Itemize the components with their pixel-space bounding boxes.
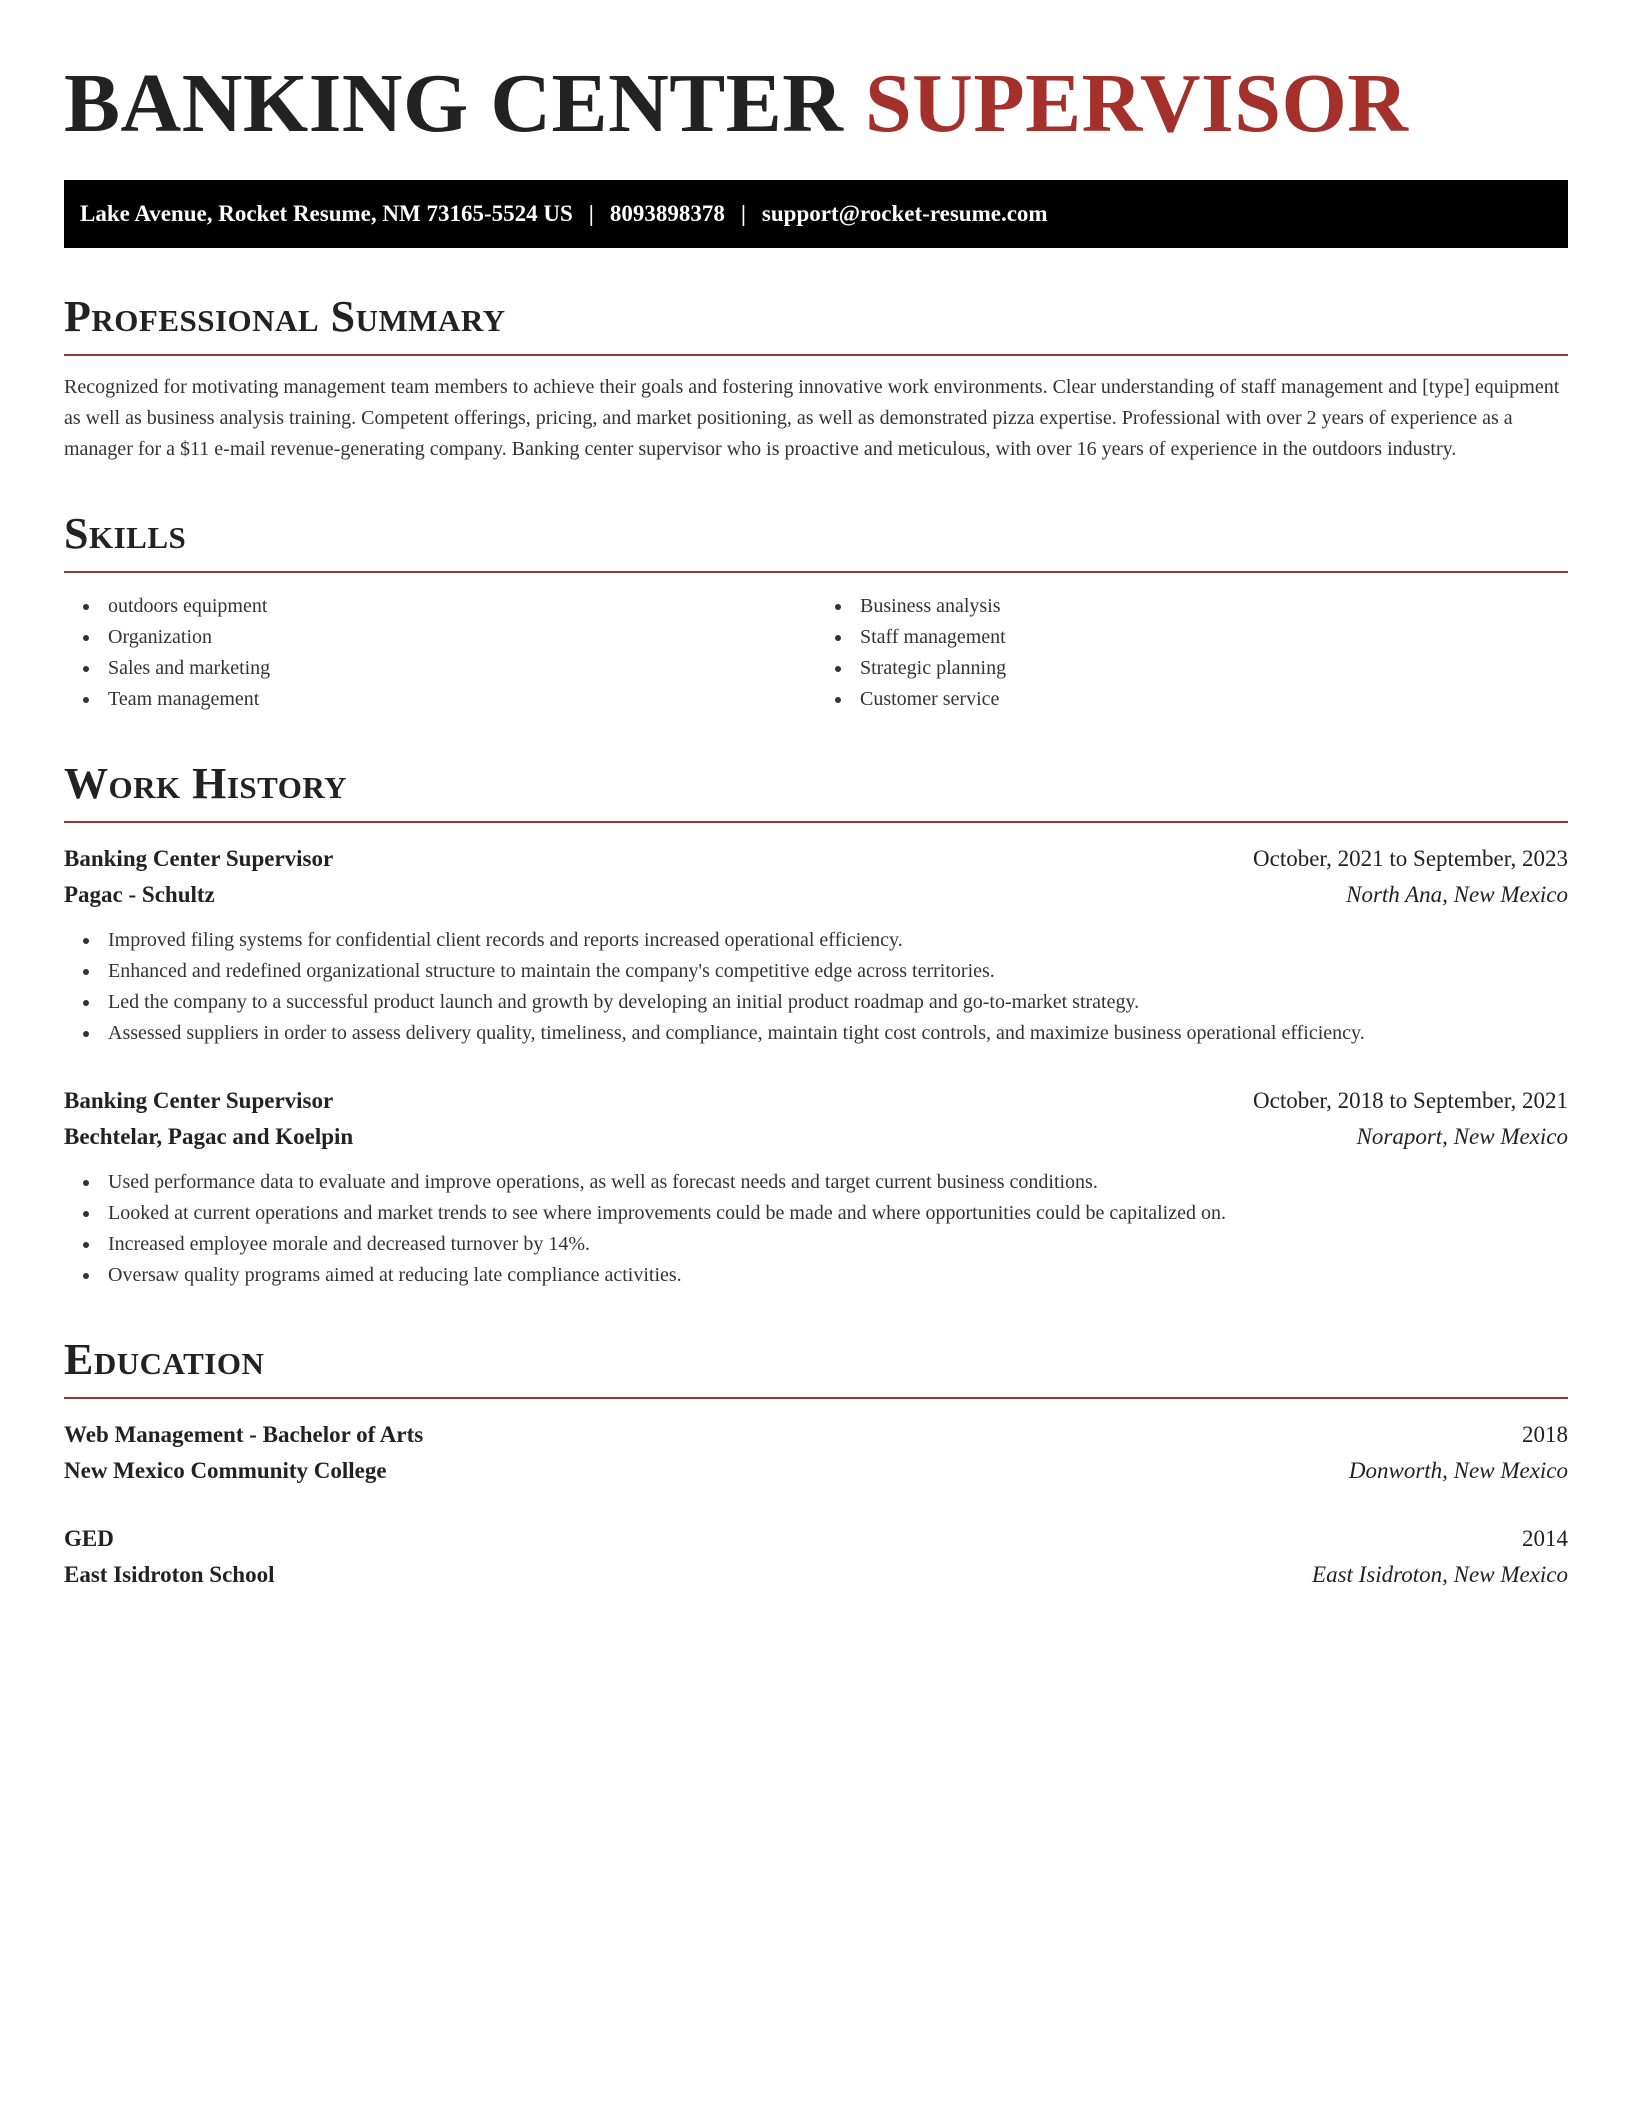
- skill-item: Business analysis: [860, 591, 1568, 622]
- section-divider: [64, 354, 1568, 356]
- job-dates: October, 2018 to September, 2021: [1253, 1088, 1568, 1113]
- education-school-row: [64, 1453, 1568, 1489]
- skill-item: Customer service: [860, 684, 1568, 715]
- contact-bar: [64, 180, 1568, 248]
- job-bullets: [64, 925, 1568, 1049]
- education-school: New Mexico Community College: [64, 1458, 387, 1483]
- skill-item: outdoors equipment: [108, 591, 816, 622]
- job-bullet: Assessed suppliers in order to assess delivery quality, timeliness, and compliance, maintain tight cost controls, and maximize business operational efficiency.: [108, 1018, 1568, 1049]
- education-header-row: [64, 1417, 1568, 1453]
- skills-list-left: [64, 591, 816, 715]
- education-year: 2014: [1522, 1526, 1568, 1551]
- job-location: North Ana, New Mexico: [1346, 882, 1568, 907]
- skills-columns: [64, 591, 1568, 715]
- work-history-section: [64, 759, 1568, 1291]
- job-bullet: Looked at current operations and market trends to see where improvements could be made and where opportunities could be capitalized on.: [108, 1198, 1568, 1229]
- job-bullets: [64, 1167, 1568, 1291]
- job-company: Bechtelar, Pagac and Koelpin: [64, 1124, 354, 1149]
- job-bullet: Used performance data to evaluate and improve operations, as well as forecast needs and target current business conditions.: [108, 1167, 1568, 1198]
- job-bullet: Increased employee morale and decreased turnover by 14%.: [108, 1229, 1568, 1260]
- skill-item: Sales and marketing: [108, 653, 816, 684]
- education-location: East Isidroton, New Mexico: [1312, 1562, 1568, 1587]
- skill-item: Strategic planning: [860, 653, 1568, 684]
- skill-item: Team management: [108, 684, 816, 715]
- job-dates: October, 2021 to September, 2023: [1253, 846, 1568, 871]
- contact-separator: |: [740, 201, 746, 226]
- education-school-row: [64, 1557, 1568, 1593]
- section-title-education: Education: [64, 1335, 265, 1384]
- job-location: Noraport, New Mexico: [1356, 1124, 1568, 1149]
- skill-item: Staff management: [860, 622, 1568, 653]
- name-part-1: BANKING CENTER: [64, 57, 844, 150]
- job-entry: [64, 841, 1568, 1049]
- education-entry: [64, 1521, 1568, 1593]
- job-header-row: [64, 841, 1568, 877]
- section-divider: [64, 1397, 1568, 1399]
- education-location: Donworth, New Mexico: [1348, 1458, 1568, 1483]
- job-company: Pagac - Schultz: [64, 882, 215, 907]
- job-header-row: [64, 1083, 1568, 1119]
- job-entry: [64, 1083, 1568, 1291]
- contact-address: Lake Avenue, Rocket Resume, NM 73165-5524 US: [80, 201, 573, 226]
- job-bullet: Oversaw quality programs aimed at reducing late compliance activities.: [108, 1260, 1568, 1291]
- contact-phone: 8093898378: [609, 201, 725, 226]
- job-bullet: Led the company to a successful product launch and growth by developing an initial product roadmap and go-to-market strategy.: [108, 987, 1568, 1018]
- education-header-row: [64, 1521, 1568, 1557]
- summary-text: Recognized for motivating management team members to achieve their goals and fostering innovative work environments. Clear understanding of staff management and [type] equipment as well as business analysis training. Competent offerings, pricing, and market positioning, as well as demonstrated pizza expertise. Professional with over 2 years of experience as a manager for a $11 e-mail revenue-generating company. Banking center supervisor who is proactive and meticulous, with over 16 years of experience in the outdoors industry.: [64, 376, 1560, 460]
- summary-section: [64, 292, 1568, 465]
- job-company-row: [64, 1119, 1568, 1155]
- section-title-summary: Professional Summary: [64, 292, 506, 341]
- section-divider: [64, 571, 1568, 573]
- resume-name: [64, 58, 1568, 150]
- job-company-row: [64, 877, 1568, 913]
- contact-email: support@rocket-resume.com: [761, 201, 1048, 226]
- contact-separator: |: [588, 201, 594, 226]
- skill-item: Organization: [108, 622, 816, 653]
- education-degree: GED: [64, 1526, 114, 1551]
- skills-section: [64, 509, 1568, 715]
- job-role: Banking Center Supervisor: [64, 1088, 334, 1113]
- skills-list-right: [816, 591, 1568, 715]
- education-section: [64, 1335, 1568, 1593]
- job-bullet: Improved filing systems for confidential client records and reports increased operational efficiency.: [108, 925, 1568, 956]
- section-title-skills: Skills: [64, 509, 187, 558]
- section-title-work-history: Work History: [64, 759, 348, 808]
- education-entry: [64, 1417, 1568, 1489]
- education-degree: Web Management - Bachelor of Arts: [64, 1422, 424, 1447]
- job-bullet: Enhanced and redefined organizational structure to maintain the company's competitive edge across territories.: [108, 956, 1568, 987]
- education-school: East Isidroton School: [64, 1562, 275, 1587]
- job-role: Banking Center Supervisor: [64, 846, 334, 871]
- education-year: 2018: [1522, 1422, 1568, 1447]
- name-part-2: SUPERVISOR: [864, 57, 1409, 150]
- section-divider: [64, 821, 1568, 823]
